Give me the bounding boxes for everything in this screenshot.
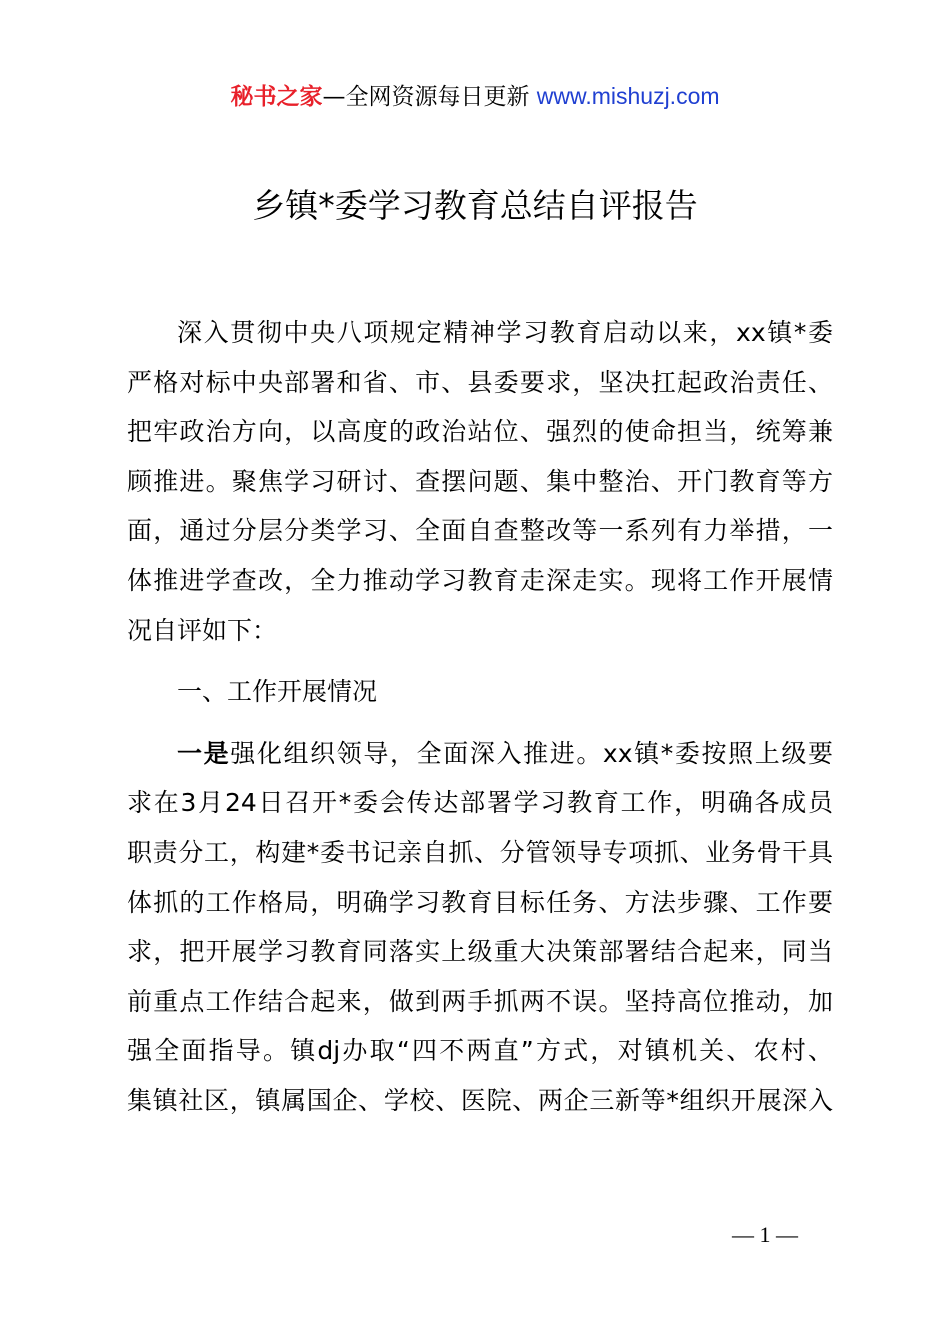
- point-one-line: 职责分工，构建*委书记亲自抓、分管领导专项抓、业务骨干具: [127, 837, 833, 867]
- point-one-first-line: [127, 729, 833, 779]
- intro-line: 严格对标中央部署和省、市、县委要求，坚决扛起政治责任、: [127, 367, 833, 397]
- document-title: 乡镇*委学习教育总结自评报告: [252, 186, 698, 225]
- document-body: [127, 308, 833, 1126]
- site-url-link[interactable]: www.mishuzj.com: [536, 83, 720, 109]
- site-brand: 秘书之家: [230, 84, 323, 110]
- point-one-line: 前重点工作结合起来，做到两手抓两不误。坚持高位推动，加: [127, 986, 833, 1016]
- point-one-line: 集镇社区，镇属国企、学校、医院、两企三新等*组织开展深入: [127, 1085, 833, 1115]
- intro-line: 顾推进。聚焦学习研讨、查摆问题、集中整治、开门教育等方: [127, 466, 833, 496]
- point-one-lead: 一是: [177, 738, 231, 768]
- intro-line: 把牢政治方向，以高度的政治站位、强烈的使命担当，统筹兼: [127, 417, 833, 447]
- intro-paragraph: [127, 308, 833, 655]
- site-header-banner: [0, 80, 950, 113]
- point-one-line: 求在3月24日召开*委会传达部署学习教育工作，明确各成员: [127, 788, 833, 818]
- point-one-line: 体抓的工作格局，明确学习教育目标任务、方法步骤、工作要: [127, 887, 833, 917]
- point-one-line: 强全面指导。镇dj办取“四不两直”方式，对镇机关、农村、: [127, 1036, 833, 1066]
- site-tagline: —全网资源每日更新: [322, 84, 537, 110]
- point-one-first-text: 强化组织领导，全面深入推进。xx镇*委按照上级要: [230, 738, 833, 768]
- intro-line: 面，通过分层分类学习、全面自查整改等一系列有力举措，一: [127, 516, 833, 546]
- page-number: — 1 —: [732, 1222, 798, 1247]
- point-one-paragraph: [127, 729, 833, 1126]
- intro-line: 体推进学查改，全力推动学习教育走深走实。现将工作开展情: [127, 565, 833, 595]
- point-one-line: 求，把开展学习教育同落实上级重大决策部署结合起来，同当: [127, 937, 833, 967]
- section-heading: 一、工作开展情况: [177, 677, 378, 707]
- intro-line: 深入贯彻中央八项规定精神学习教育启动以来，xx镇*委: [177, 318, 833, 347]
- intro-line: 况自评如下：: [127, 615, 278, 645]
